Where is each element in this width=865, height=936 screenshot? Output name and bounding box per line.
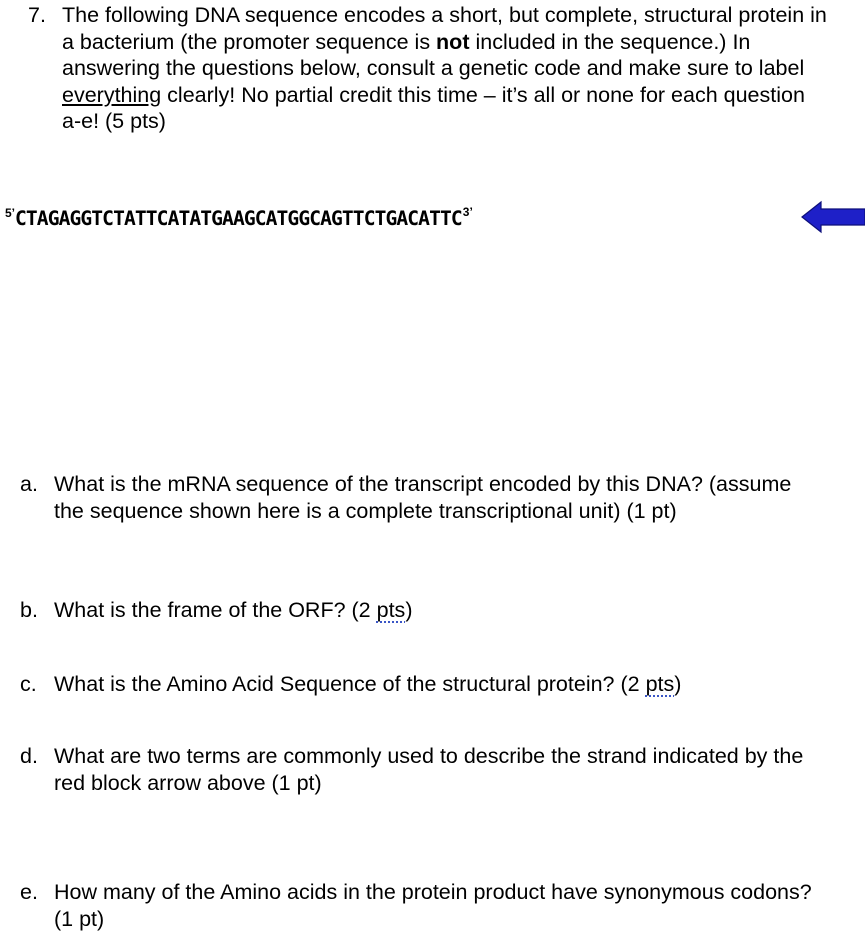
underlined-everything: everything: [62, 82, 162, 107]
dna-sequence: [5, 205, 473, 230]
question-e: [20, 879, 820, 932]
question-text-tail: ): [674, 672, 682, 696]
three-prime-label: 3’: [462, 205, 473, 219]
question-label: b.: [20, 598, 38, 622]
question-text-tail: ): [405, 598, 413, 622]
question-b: [20, 597, 820, 624]
spellcheck-word: pts: [376, 598, 406, 622]
question-label: d.: [20, 744, 38, 768]
question-text: What is the mRNA sequence of the transcript encoded by this DNA? (assume the sequence shown here is a complete transcriptional unit) (1 pt): [54, 472, 792, 523]
five-prime-label: 5’: [5, 206, 16, 220]
dna-bases: CTAGAGGTCTATTCATATGAAGCATGGCAGTTCTGACATTC: [15, 207, 462, 230]
question-c: [20, 671, 820, 698]
question-7-text-part1: The following DNA sequence encodes a short, but complete, structural protein in a bacterium (the promoter sequence is: [62, 3, 827, 54]
dna-sequence-row: [5, 200, 865, 236]
question-label: e.: [20, 880, 38, 904]
question-d: [20, 743, 820, 796]
question-7: [28, 2, 828, 135]
spellcheck-word: pts: [645, 672, 675, 696]
question-text: How many of the Amino acids in the protein product have synonymous codons? (1 pt): [54, 880, 812, 931]
question-a: [20, 471, 820, 524]
question-text-main: What is the Amino Acid Sequence of the structural protein? (2: [54, 672, 646, 696]
question-label: a.: [20, 472, 38, 496]
question-text-main: What is the frame of the ORF? (2: [54, 598, 377, 622]
question-label: c.: [20, 672, 37, 696]
question-text: [54, 671, 820, 698]
question-7-text-part2: included in the sequence.) In answering the questions below, consult a genetic code and make sure to label: [62, 29, 805, 80]
question-number: 7.: [28, 3, 46, 27]
bold-not: not: [436, 29, 470, 54]
question-text: What are two terms are commonly used to describe the strand indicated by the red block arrow above (1 pt): [54, 744, 804, 795]
left-block-arrow-icon: [801, 200, 865, 234]
question-7-text-part3: clearly! No partial credit this time – it’s all or none for each question a-e! (5 pts): [62, 82, 805, 133]
question-text: [54, 597, 820, 624]
question-7-text: [62, 2, 828, 135]
